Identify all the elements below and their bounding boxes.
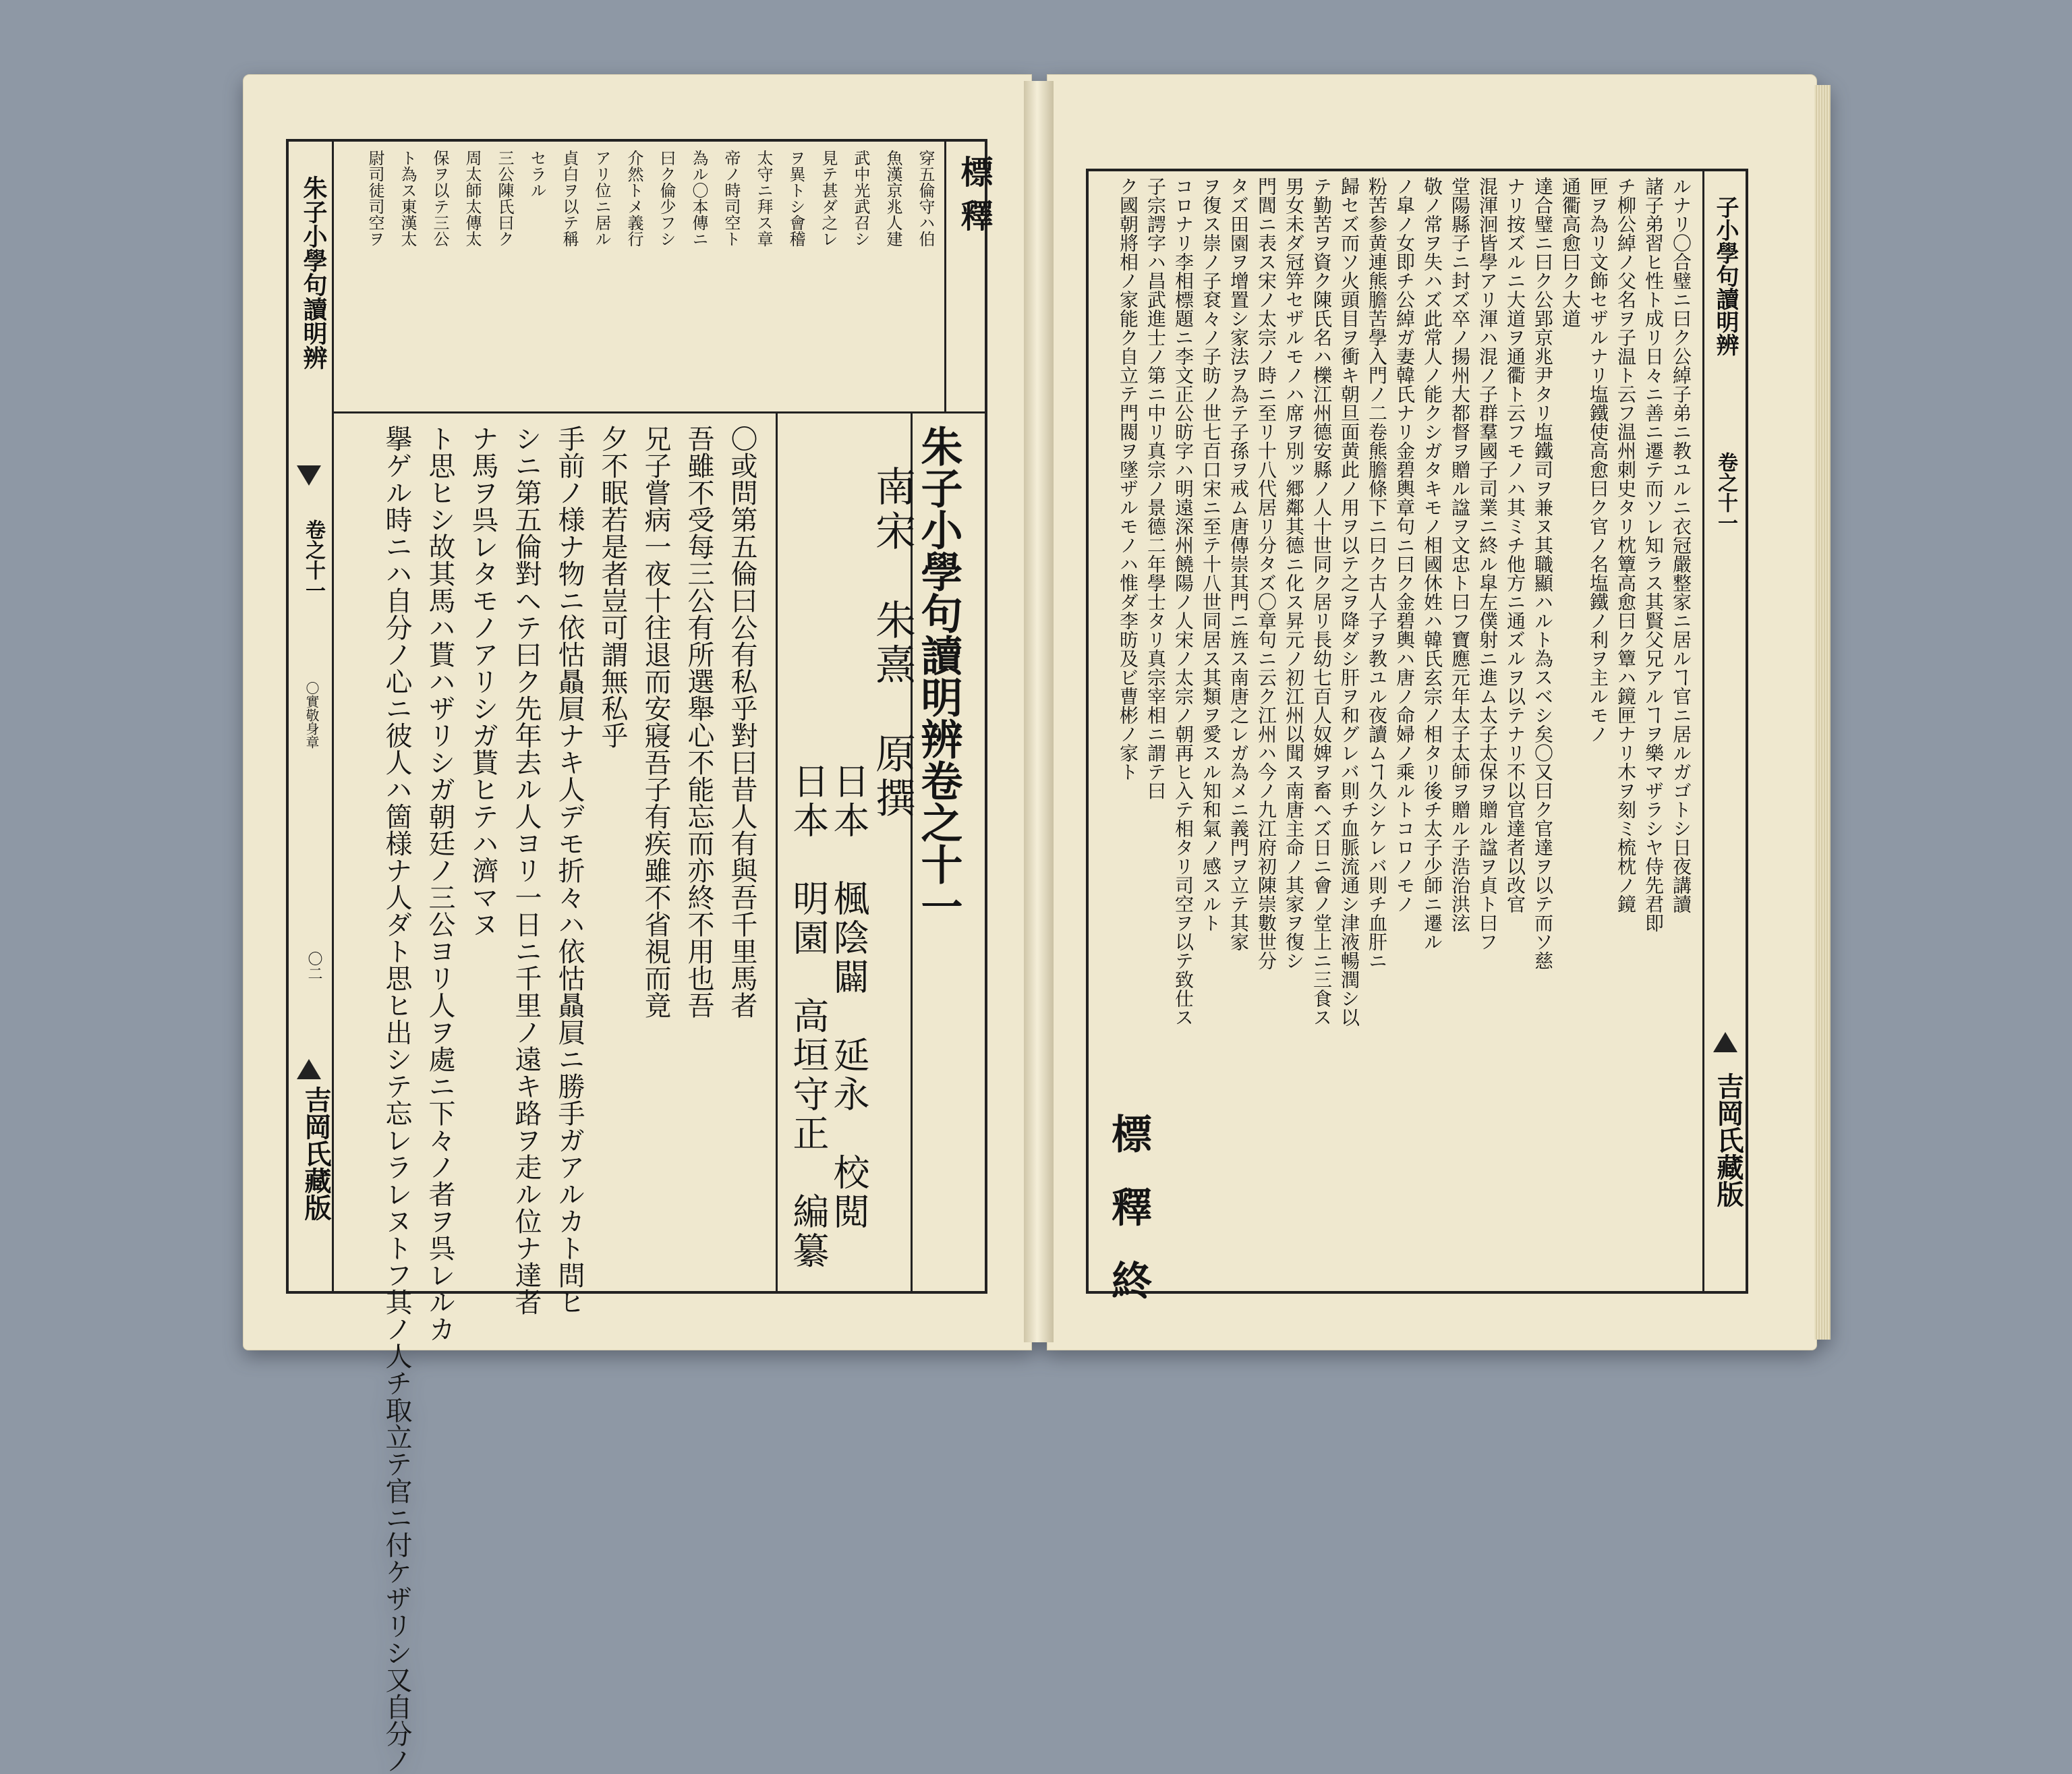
text-column: 達合璧ニ曰ク公郢京兆尹タリ塩鐵司ヲ兼ヌ其職顯ハルト為スベシ矣〇又曰ク官達ヲ以テ而ソ慈 (1532, 177, 1554, 970)
text-column: 兄子嘗病一夜十往退而安寢吾子有疾雖不省視而竟 (640, 425, 671, 1019)
text-column: 堂陽縣子ニ封ズ卒ノ揚州大都督ヲ贈ル諡ヲ文忠ト曰フ寶應元年太子太師ヲ贈ル子浩治洪泫 (1449, 177, 1471, 932)
text-column: ト思ヒシ故其馬ハ貰ハザリシガ朝廷ノ三公ヨリ人ヲ處ニ下々ノ者ヲ呉レルカ (424, 425, 455, 1342)
publisher-mark: 吉岡氏藏版 (300, 1086, 332, 1221)
gloss-column: 尉司徒司空ヲ (366, 150, 384, 247)
text-column: チ柳公綽ノ父名ヲ子温ト云フ温州刺史タリ枕簟高愈曰ク簟ハ鏡匣ナリ木ヲ刻ミ梳枕ノ鏡 (1615, 177, 1637, 913)
compiler-line: 日本 明園 高垣守正 編纂 (787, 762, 830, 1271)
text-column: 通衢高愈曰ク大道 (1559, 177, 1582, 328)
text-column: 門閭ニ表ス宋ノ太宗ノ時ニ至リ十八代居リ分タズ〇章句ニ云ク江州ハ今ノ九江府初陳崇數世分 (1255, 177, 1277, 970)
text-column: 男女未ダ冠笄セザルモノハ席ヲ別ッ郷鄰其德ニ化ス昇元ノ初江州以聞ス南唐主命ノ其家ヲ復シ (1283, 177, 1305, 970)
gloss-column: ヲ異トシ會稽 (786, 150, 805, 247)
book-gutter (1024, 81, 1054, 1342)
page-number: 〇二 (306, 951, 322, 981)
gloss-column: 見テ甚ダ之レ (819, 150, 838, 247)
text-column: テ勤苦ヲ資ク陳氏名ハ櫟江州德安縣ノ人十世同ク居リ長幼七百人奴婢ヲ畜ヘズ日ニ會ノ堂上ニ三食ス (1311, 177, 1333, 1027)
gloss-column: 帝ノ時司空ト (722, 150, 741, 247)
text-column: コロナリ李相標題ニ李文正公昉字ハ明遠深州饒陽ノ人宋ノ太宗ノ朝再ヒ入テ相タリ司空ヲ以テ致仕ス (1172, 177, 1195, 1027)
gloss-column: アリ位ニ居ル (592, 150, 611, 247)
gloss-column: 貞白ヲ以テ稱 (560, 150, 579, 247)
text-column: 夕不眠若是者豈可謂無私乎 (597, 425, 628, 749)
gloss-column: 曰ク倫少フシ (657, 150, 676, 247)
text-column: 手前ノ様ナ物ニ依怙贔屓ナキ人デモ折々ハ依怙贔屓ニ勝手ガアルカト問ヒ (554, 425, 585, 1315)
left-banner-fishtail (297, 465, 321, 486)
text-column: 子宗諤字ハ昌武進士ノ第ニ中リ真宗ノ景德二年學士タリ真宗宰相ニ謂テ曰 (1145, 177, 1167, 800)
gloss-divider (334, 411, 987, 413)
gloss-column: 魚漢京兆人建 (884, 150, 902, 247)
page-edges (1814, 85, 1831, 1340)
gloss-column: セラル (527, 150, 546, 198)
right-banner-title: 子小學句讀明辨 (1712, 196, 1739, 356)
book-title: 朱子小學句讀明辨卷之十一 (914, 425, 963, 927)
author-line: 南宋 朱熹 原撰 (869, 465, 916, 822)
left-banner-volume: 卷之十一 (301, 519, 325, 600)
text-column: 敬ノ常ヲ失ハズ此常人ノ能クシガタキモノ相國休姓ハ韓氏玄宗ノ相タリ後チ太子少師ニ遷ル (1421, 177, 1443, 951)
right-publisher-mark: 吉岡氏藏版 (1713, 1072, 1744, 1207)
gloss-column: 三公陳氏曰ク (495, 150, 514, 247)
text-column: 〇或問第五倫曰公有私乎對曰昔人有與吾千里馬者 (726, 425, 757, 1019)
text-column: ヲ復ス崇ノ子袞々ノ子昉ノ世七百口宋ニ至テ十八世同居ス其類ヲ愛スル知和氣ノ感スルト (1200, 177, 1222, 932)
text-rule (776, 413, 778, 1294)
right-banner-volume: 卷之十一 (1714, 452, 1737, 533)
text-column: 粉苦参黄連熊膽苦學入門ノ二卷熊膽條下ニ曰ク古人子ヲ教ユル夜讀ムヿ久シケレバ則チ血肝ニ (1366, 177, 1388, 970)
editor-line: 日本 楓陰闢 延永 校閲 (828, 762, 870, 1232)
gloss-column: 周太師太傳太 (463, 150, 482, 247)
text-column: 匣ヲ為リ文飾セザルナリ塩鐵使高愈曰ク官ノ名塩鐵ノ利ヲ主ルモノ (1587, 177, 1609, 743)
left-banner-chapter: 〇實敬身章 (304, 681, 320, 749)
left-banner-title: 朱子小學句讀明辨 (299, 175, 328, 370)
text-column: 歸セズ而ソ火頭目ヲ衝キ朝旦面黄此ノ用ヲ以テ之ヲ降ダシ肝ヲ和グレバ則チ血脈流通シ津液暢潤シ以 (1338, 177, 1360, 1027)
text-column: ノ皐ノ女即チ公綽ガ妻韓氏ナリ金碧輿章句ニ曰ク金碧輿ハ唐ノ命婦ノ乘ルトコロノモノ (1393, 177, 1416, 913)
text-column: 諸子弟習ヒ性ト成リ日々ニ善ニ遷テ而ソレ知ラス其賢父兄アルヿヲ樂マザラシヤ侍先君即 (1642, 177, 1665, 932)
gloss-heading-rule (944, 139, 946, 413)
text-column: ナ馬ヲ呉レタモノアリシガ貰ヒテハ濟マヌ (467, 425, 498, 938)
gloss-column: 穿五倫守ハ伯 (916, 150, 935, 247)
text-column: 吾雖不受每三公有所選舉心不能忘而亦終不用也吾 (683, 425, 714, 1019)
text-column: 混渾洄皆學アリ渾ハ混ノ子群羣國子司業ニ終ル皐左僕射ニ進ム太子太保ヲ贈ル諡ヲ貞ト曰フ (1476, 177, 1499, 951)
text-column: シニ第五倫對ヘテ曰ク先年去ル人ヨリ一日ニ千里ノ遠キ路ヲ走ル位ナ達者 (511, 425, 542, 1315)
gloss-column: 太守ニ拜ス章 (754, 150, 773, 247)
gloss-column: ト為ス東漢太 (398, 150, 417, 247)
text-column: タズ田園ヲ增置シ家法ヲ為テ子孫ヲ戒ム唐傳崇其門ニ旌ス南唐之レガ為メニ義門ヲ立テ其家 (1228, 177, 1250, 951)
text-column: ルナリ〇合璧ニ曰ク公綽子弟ニ教ユルニ衣冠嚴整家ニ居ルヿ官ニ居ルガゴトシ日夜講讀 (1670, 177, 1692, 913)
gloss-heading: 標 釋 (955, 155, 993, 231)
gloss-column: 介然トメ義行 (625, 150, 643, 247)
book-spread (243, 74, 1835, 1774)
right-banner-rule (1702, 169, 1704, 1294)
right-banner-fishtail (1713, 1032, 1737, 1052)
text-column: ナリ按ズルニ大道ヲ通衢ト云フモノハ其ミチ他方ニ通ズルヲ以テナリ不以官達者以改官 (1504, 177, 1526, 913)
text-column: ク國朝將相ノ家能ク自立テ門閥ヲ墜ザルモノハ惟ダ李昉及ビ曹彬ノ家ト (1117, 177, 1139, 781)
gloss-column: 武中光武召シ (851, 150, 870, 247)
gloss-column: 為ル〇本傳ニ (689, 150, 708, 247)
text-column: 擧ゲル時ニハ自分ノ心ニ彼人ハ箇様ナ人ダト思ヒ出シテ忘レラレヌトフ其ノ人チ取立テ官ニ付ケザリシ又自分ノ (381, 425, 412, 1774)
hyoushaku-end: 標 釋 終 (1105, 1113, 1152, 1310)
gloss-column: 保ヲ以テ三公 (430, 150, 449, 247)
left-banner-fishtail-lower (297, 1059, 321, 1079)
